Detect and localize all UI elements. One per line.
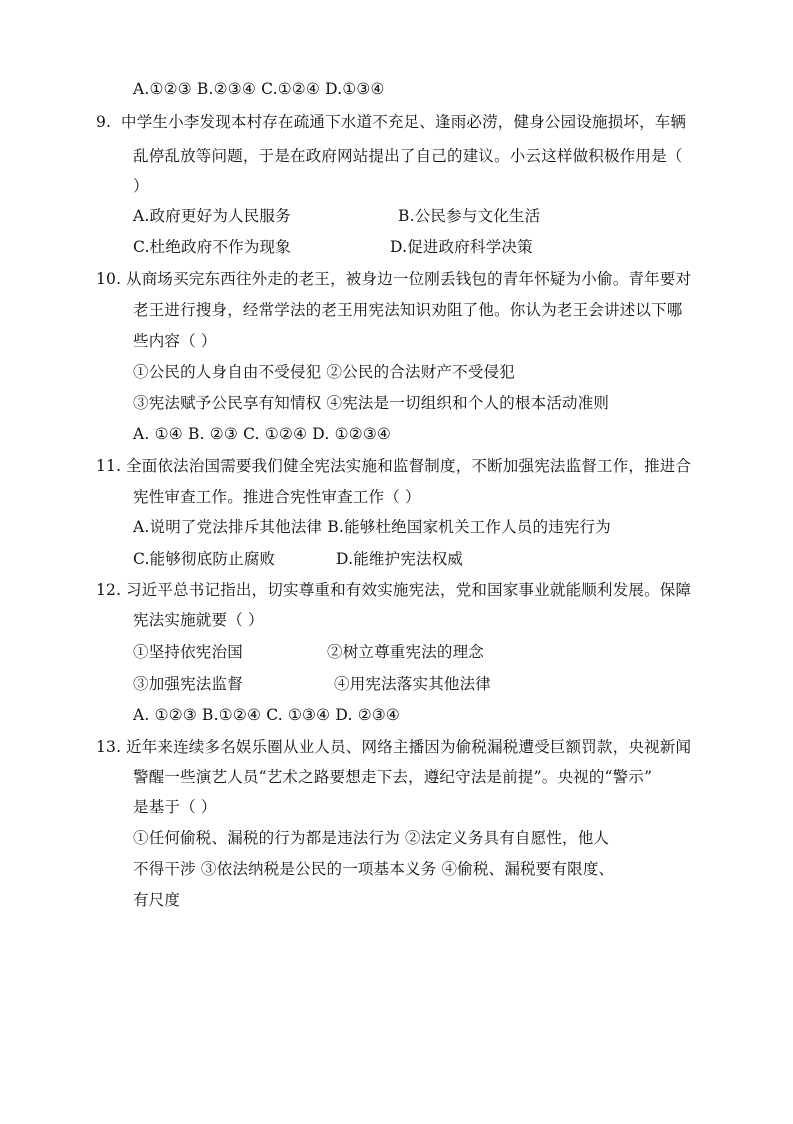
q10-stem-line2: 老王进行搜身，经常学法的老王用宪法知识劝阻了他。你认为老王会讲述以下哪 [133, 301, 683, 319]
q8-options: A.①②③ B.②③④ C.①②④ D.①③④ [133, 80, 385, 98]
q13-stem-line3: 是基于（ ） [133, 798, 217, 816]
q13-number: 13. [96, 738, 122, 756]
q12-stem-line1: 习近平总书记指出，切实尊重和有效实施宪法，党和国家事业就能顺利发展。保障 [126, 581, 692, 599]
q9-stem-line2: 乱停乱放等问题，于是在政府网站提出了自己的建议。小云这样做积极作用是（ [133, 147, 683, 165]
q11-option-c: C.能够彻底防止腐败 [133, 550, 276, 568]
q13-items-line3: 有尺度 [133, 891, 181, 909]
q13-stem-line1: 近年来连续多名娱乐圈从业人员、网络主播因为偷税漏税遭受巨额罚款，央视新闻 [126, 738, 692, 756]
q12-options: A. ①②③ B.①②④ C. ①③④ D. ②③④ [133, 706, 400, 724]
q10-number: 10. [96, 270, 122, 288]
q11-number: 11. [96, 457, 122, 475]
q12-number: 12. [96, 581, 122, 599]
q13-items-line1: ①任何偷税、漏税的行为都是违法行为 ②法定义务具有自愿性，他人 [133, 829, 610, 847]
q9-option-d: D.促进政府科学决策 [390, 238, 533, 256]
q11-option-a-b: A.说明了党法排斥其他法律 B.能够杜绝国家机关工作人员的违宪行为 [133, 518, 611, 536]
q9-number: 9. [96, 113, 112, 131]
q12-item-1: ①坚持依宪治国 [133, 643, 243, 661]
q11-stem-line2: 宪性审查工作。推进合宪性审查工作（ ） [133, 488, 421, 506]
q9-option-a: A.政府更好为人民服务 [133, 207, 291, 225]
q9-stem-line1: 中学生小李发现本村存在疏通下水道不充足、逢雨必涝，健身公园设施损坏，车辆 [121, 113, 687, 131]
q9-option-b: B.公民参与文化生活 [398, 207, 541, 225]
q12-item-3: ③加强宪法监督 [133, 675, 243, 693]
q11-option-d: D.能维护宪法权威 [336, 550, 464, 568]
q9-option-c: C.杜绝政府不作为现象 [133, 238, 291, 256]
q12-stem-line2: 宪法实施就要（ ） [133, 611, 264, 629]
q13-stem-line2: 警醒一些演艺人员“艺术之路要想走下去，遵纪守法是前提”。央视的“警示” [133, 768, 653, 786]
q10-stem-line1: 从商场买完东西往外走的老王，被身边一位刚丢钱包的青年怀疑为小偷。青年要对 [126, 270, 692, 288]
q10-stem-line3: 些内容（ ） [133, 332, 217, 350]
q13-items-line2: 不得干涉 ③依法纳税是公民的一项基本义务 ④偷税、漏税要有限度、 [133, 860, 615, 878]
q10-options: A. ①④ B. ②③ C. ①②④ D. ①②③④ [133, 425, 392, 443]
q12-item-4: ④用宪法落实其他法律 [334, 675, 492, 693]
q10-items-line1: ①公民的人身自由不受侵犯 ②公民的合法财产不受侵犯 [133, 363, 515, 381]
q9-stem-line3: ） [133, 177, 149, 195]
q12-item-2: ②树立尊重宪法的理念 [327, 643, 485, 661]
q11-stem-line1: 全面依法治国需要我们健全宪法实施和监督制度，不断加强宪法监督工作，推进合 [126, 457, 692, 475]
q10-items-line2: ③宪法赋予公民享有知情权 ④宪法是一切组织和个人的根本活动准则 [133, 394, 610, 412]
